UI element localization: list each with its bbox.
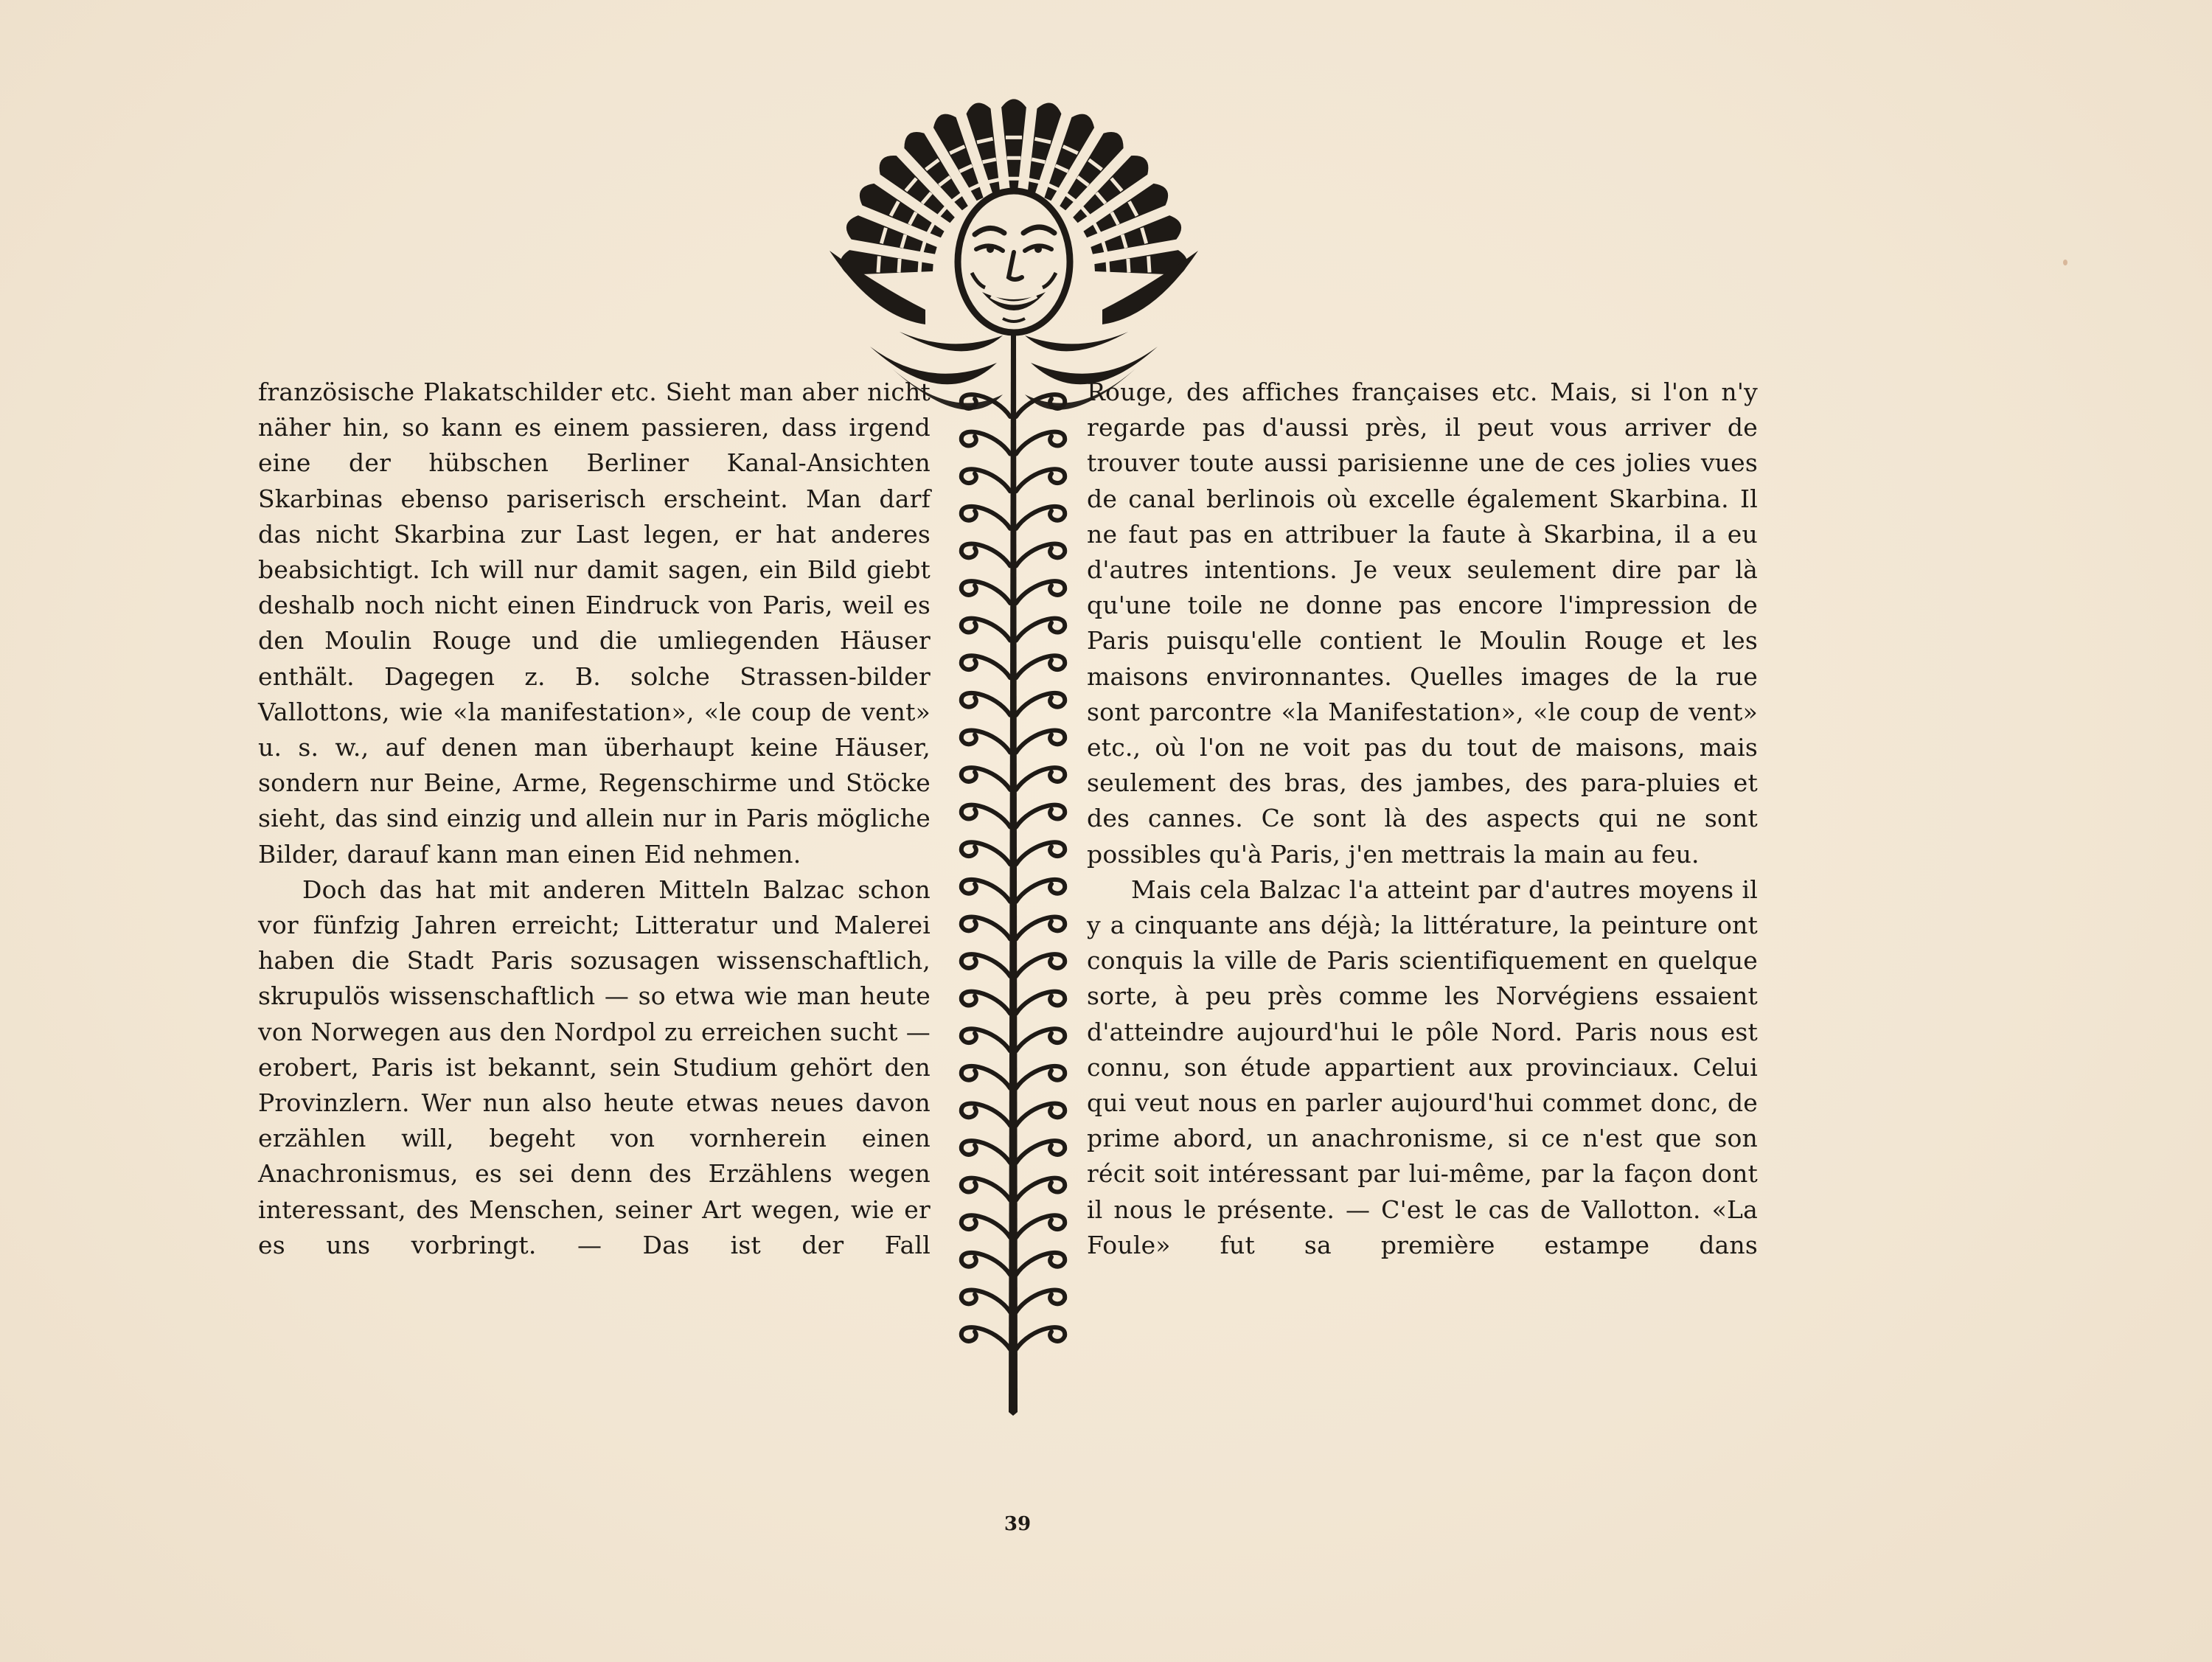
feather-leaf xyxy=(1016,656,1065,678)
feather-leaf xyxy=(961,1104,1010,1126)
feather-leaf xyxy=(1016,1215,1065,1237)
feather-leaf xyxy=(961,1029,1010,1051)
feather-leaf xyxy=(1016,1290,1065,1312)
feather-leaf xyxy=(1016,1066,1065,1088)
feather-leaf xyxy=(961,1253,1010,1275)
feather-leaf xyxy=(1016,842,1065,864)
ray-stripe xyxy=(899,259,900,273)
feather-leaf xyxy=(961,954,1010,976)
feather-stem xyxy=(1009,332,1018,1416)
feather-leaf xyxy=(1016,731,1065,753)
feather-leaf xyxy=(961,1066,1010,1088)
feather-leaf xyxy=(1016,1253,1065,1275)
feather-leaf xyxy=(961,581,1010,603)
feather-leaf xyxy=(1016,1029,1065,1051)
feather-leaf xyxy=(961,768,1010,790)
feather-leaf xyxy=(961,731,1010,753)
feather-leaf xyxy=(1016,1327,1065,1349)
feather-leaf xyxy=(1016,581,1065,603)
feather-leaf xyxy=(961,693,1010,715)
feather-leaf xyxy=(961,1327,1010,1349)
french-paragraph-2: Mais cela Balzac l'a atteint par d'autres moyens il y a cinquante ans déjà; la littérature, la peinture ont conquis la ville de Paris scientifiquement en quelque sorte, à peu près comme les Norvégiens essaient d'atteindre aujourd'hui le pôle Nord. Paris nous est connu, son étude appartient aux provinciaux. Celui qui veut nous en parler aujourd'hui commet donc, de prime abord, un anachronisme, si ce n'est que son récit soit intéressant par lui-même, par la façon dont il nous le présente. — C'est le cas de Vallotton. «La Foule» fut sa première estampe dans xyxy=(1087,875,1758,1259)
ray-stripe xyxy=(1029,180,1040,182)
feather-leaf xyxy=(961,917,1010,939)
feather-leaf xyxy=(1016,1141,1065,1163)
ray-stripe xyxy=(878,256,879,272)
feather-leaf xyxy=(961,432,1010,454)
feather-leaf xyxy=(961,656,1010,678)
paper-speck xyxy=(2063,260,2067,265)
french-paragraph-1: Rouge, des affiches françaises etc. Mais, si l'on n'y regarde pas d'aussi près, il peut vous arriver de trouver toute aussi parisienne une de ces jolies vues de canal berlinois où excelle également Skarbina. Il ne faut pas en attribuer la faute à Skarbina, il a eu d'autres intentions. Je veux seulement dire par là qu'une toile ne donne pas encore l'impression de Paris puisqu'elle contient le Moulin Rouge et les maisons environnantes. Quelles images de la rue sont parcontre «la Manifestation», «le coup de vent» etc., où l'on ne voit pas du tout de maisons, mais seulement des bras, des jambes, des para-pluies et des cannes. Ce sont là des aspects qui ne sont possibles qu'à Paris, j'en mettrais la main au feu. xyxy=(1087,378,1758,869)
feather-leaf xyxy=(961,805,1010,827)
feather-leaf xyxy=(1016,954,1065,976)
ray-stripe xyxy=(1128,259,1129,273)
sun-face-icon xyxy=(958,191,1070,333)
feather-leaf xyxy=(1016,619,1065,641)
ray-stripe xyxy=(1149,256,1150,272)
feather-leaf xyxy=(961,842,1010,864)
feather-leaf xyxy=(961,1141,1010,1163)
feather-leaf xyxy=(1016,1178,1065,1200)
feather-leaf xyxy=(961,469,1010,491)
feather-leaf xyxy=(1016,917,1065,939)
feather-leaf xyxy=(961,1178,1010,1200)
feather-leaf xyxy=(1016,880,1065,902)
feather-leaf xyxy=(1016,693,1065,715)
feather-leaf xyxy=(1016,805,1065,827)
feather-leaf xyxy=(961,1215,1010,1237)
feather-leaf xyxy=(961,880,1010,902)
french-text-column xyxy=(1087,375,1758,1263)
feather-leaf xyxy=(1016,768,1065,790)
ray-stripe xyxy=(988,180,999,182)
feather-leaf xyxy=(1016,507,1065,529)
feather-leaf xyxy=(1016,1104,1065,1126)
feather-leaf xyxy=(961,1290,1010,1312)
feather-leaf xyxy=(961,507,1010,529)
feather-leaf xyxy=(1016,432,1065,454)
page-number: 39 xyxy=(1004,1513,1032,1535)
feather-leaf xyxy=(1016,469,1065,491)
german-text-column xyxy=(258,375,931,1263)
feather-leaf xyxy=(961,992,1010,1014)
feather-leaf xyxy=(961,544,1010,566)
ray-stripe xyxy=(919,261,920,272)
feather-leaf xyxy=(961,619,1010,641)
feather-leaf xyxy=(1016,992,1065,1014)
german-paragraph-1: französische Plakatschilder etc. Sieht man aber nicht näher hin, so kann es einem passieren, dass irgend eine der hübschen Berliner Kanal-Ansichten Skarbinas ebenso pariserisch erscheint. Man darf das nicht Skarbina zur Last legen, er hat anderes beabsichtigt. Ich will nur damit sagen, ein Bild giebt deshalb noch nicht einen Eindruck von Paris, weil es den Moulin Rouge und die umliegenden Häuser enthält. Dagegen z. B. solche Strassen-bilder Vallottons, wie «la manifestation», «le coup de vent» u. s. w., auf denen man überhaupt keine Häuser, sondern nur Beine, Arme, Regenschirme und Stöcke sieht, das sind einzig und allein nur in Paris mögliche Bilder, darauf kann man einen Eid nehmen. xyxy=(258,378,931,869)
german-paragraph-2: Doch das hat mit anderen Mitteln Balzac schon vor fünfzig Jahren erreicht; Litteratur und Malerei haben die Stadt Paris sozusagen wissenschaftlich, skrupulös wissenschaftlich — so etwa wie man heute von Norwegen aus den Nordpol zu erreichen sucht — erobert, Paris ist bekannt, sein Studium gehört den Provinzlern. Wer nun also heute etwas neues davon erzählen will, begeht von vornherein einen Anachronismus, es sei denn des Erzählens wegen interessant, des Menschen, seiner Art wegen, wie er es uns vorbringt. — Das ist der Fall xyxy=(258,875,931,1259)
ray-stripe xyxy=(1107,261,1108,272)
feather-leaf xyxy=(1016,544,1065,566)
